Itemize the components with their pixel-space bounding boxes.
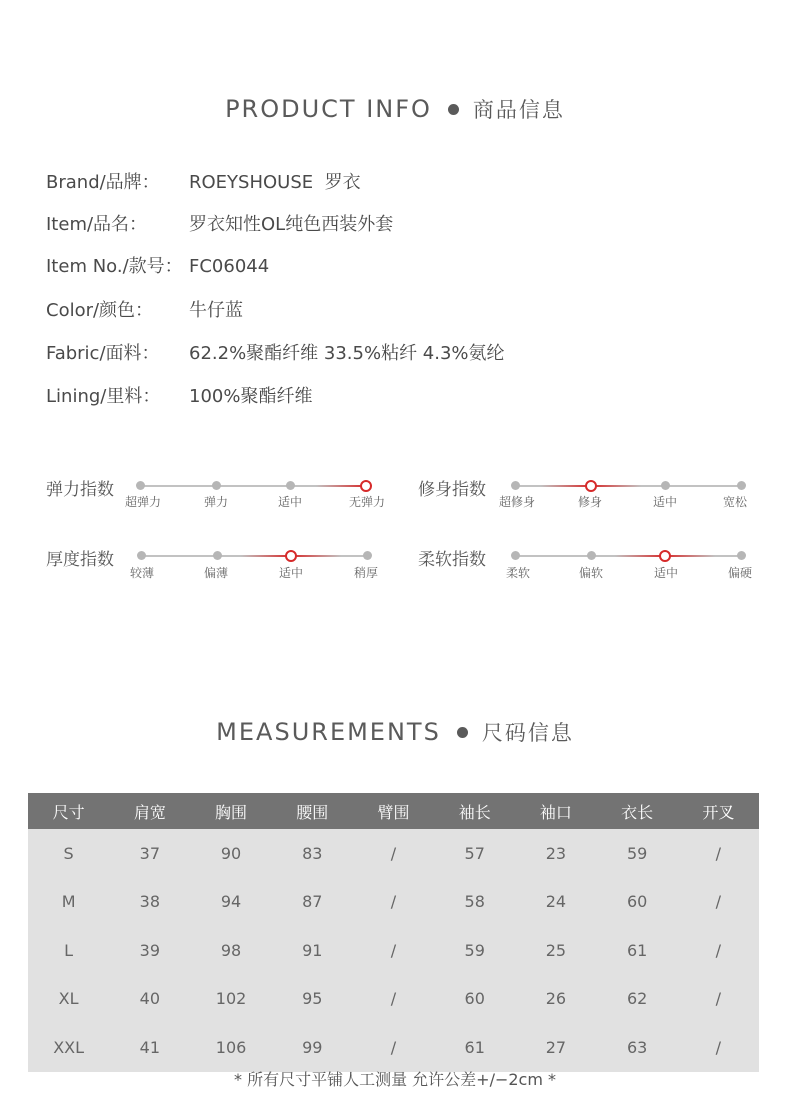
product-info-title-cn: 商品信息	[472, 98, 565, 122]
index-option: 稍厚	[353, 566, 379, 580]
column-header: 尺寸	[28, 793, 109, 829]
measurement-cell: /	[353, 926, 434, 975]
measurement-cell: 37	[109, 829, 190, 878]
info-row-item	[46, 210, 393, 236]
scale-point	[511, 551, 520, 560]
measurements-title	[0, 717, 790, 747]
measurement-cell: 95	[272, 975, 353, 1024]
index-option: 超弹力	[124, 495, 162, 509]
measurement-cell: /	[678, 975, 759, 1024]
column-header: 臂围	[353, 793, 434, 829]
measurement-cell: 62	[597, 975, 678, 1024]
scale-point	[212, 481, 221, 490]
index-option: 适中	[653, 566, 679, 580]
scale-point	[136, 481, 145, 490]
scale-point	[137, 551, 146, 560]
index-option: 无弹力	[348, 495, 386, 509]
index-name: 厚度指数	[46, 550, 114, 570]
measurement-cell: /	[353, 975, 434, 1024]
column-header: 袖长	[434, 793, 515, 829]
index-scale	[141, 548, 367, 568]
measurement-cell: 106	[190, 1023, 271, 1072]
table-row	[28, 1023, 759, 1072]
size-table-body	[28, 829, 759, 1072]
scale-point	[286, 481, 295, 490]
measurement-cell: 58	[434, 878, 515, 927]
info-value: FC06044	[189, 256, 270, 277]
column-header: 胸围	[190, 793, 271, 829]
measurement-cell: 61	[434, 1023, 515, 1072]
index-option: 修身	[577, 495, 603, 509]
index-option: 偏薄	[203, 566, 229, 580]
table-row	[28, 878, 759, 927]
scale-point	[661, 481, 670, 490]
info-value: 100%聚酯纤维	[189, 386, 313, 407]
measurement-cell: 57	[434, 829, 515, 878]
info-label: Item No./款号：	[46, 256, 183, 277]
size-cell: S	[28, 829, 109, 878]
info-row-fabric	[46, 339, 505, 365]
scale-selected-marker	[285, 550, 297, 562]
table-row	[28, 975, 759, 1024]
index-option: 较薄	[129, 566, 155, 580]
column-header: 肩宽	[109, 793, 190, 829]
title-dot-icon	[448, 104, 459, 115]
info-label: Lining/里料：	[46, 386, 161, 407]
measurement-cell: 83	[272, 829, 353, 878]
measurement-cell: 94	[190, 878, 271, 927]
measurement-cell: 87	[272, 878, 353, 927]
measurement-cell: 25	[515, 926, 596, 975]
scale-point	[213, 551, 222, 560]
measurement-cell: 39	[109, 926, 190, 975]
measurement-cell: /	[678, 1023, 759, 1072]
measurements-title-cn: 尺码信息	[481, 721, 574, 745]
table-row	[28, 926, 759, 975]
index-scale	[515, 548, 741, 568]
info-row-item-no	[46, 252, 269, 278]
column-header: 开叉	[678, 793, 759, 829]
scale-highlight	[316, 485, 366, 487]
measurement-cell: 27	[515, 1023, 596, 1072]
measurement-cell: 41	[109, 1023, 190, 1072]
measurement-cell: /	[678, 878, 759, 927]
measurement-cell: 23	[515, 829, 596, 878]
column-header: 袖口	[515, 793, 596, 829]
scale-point	[587, 551, 596, 560]
index-option: 适中	[277, 495, 303, 509]
index-option: 宽松	[722, 495, 748, 509]
index-option: 适中	[278, 566, 304, 580]
info-value: ROEYSHOUSE 罗衣	[189, 172, 361, 193]
size-table	[28, 793, 759, 1072]
measurement-cell: 59	[597, 829, 678, 878]
info-value: 62.2%聚酯纤维 33.5%粘纤 4.3%氨纶	[189, 343, 505, 364]
info-value: 牛仔蓝	[189, 300, 243, 321]
scale-selected-marker	[659, 550, 671, 562]
measurement-cell: /	[353, 829, 434, 878]
index-option: 偏硬	[727, 566, 753, 580]
measurement-cell: /	[353, 878, 434, 927]
scale-selected-marker	[585, 480, 597, 492]
info-row-color	[46, 296, 243, 322]
table-header-row	[28, 793, 759, 829]
index-name: 修身指数	[418, 480, 486, 500]
index-option: 柔软	[505, 566, 531, 580]
size-cell: M	[28, 878, 109, 927]
scale-selected-marker	[360, 480, 372, 492]
info-label: Fabric/面料：	[46, 343, 160, 364]
size-cell: XL	[28, 975, 109, 1024]
measurement-cell: 26	[515, 975, 596, 1024]
size-cell: L	[28, 926, 109, 975]
measurement-cell: 98	[190, 926, 271, 975]
measurement-cell: /	[678, 926, 759, 975]
measurement-cell: 24	[515, 878, 596, 927]
measurement-cell: 60	[597, 878, 678, 927]
column-header: 腰围	[272, 793, 353, 829]
index-name: 弹力指数	[46, 480, 114, 500]
product-info-title-en: PRODUCT INFO	[225, 95, 432, 123]
measurement-cell: 63	[597, 1023, 678, 1072]
measurement-cell: 90	[190, 829, 271, 878]
measurements-title-en: MEASUREMENTS	[216, 718, 441, 746]
index-option: 偏软	[578, 566, 604, 580]
measurement-cell: 61	[597, 926, 678, 975]
measurement-cell: 99	[272, 1023, 353, 1072]
info-label: Brand/品牌：	[46, 172, 160, 193]
index-name: 柔软指数	[418, 550, 486, 570]
title-dot-icon	[457, 727, 468, 738]
index-scale	[515, 478, 741, 498]
measurement-cell: 60	[434, 975, 515, 1024]
table-row	[28, 829, 759, 878]
info-row-lining	[46, 382, 312, 408]
measurement-cell: 102	[190, 975, 271, 1024]
measurement-cell: 38	[109, 878, 190, 927]
info-row-brand	[46, 168, 361, 194]
measurement-cell: 40	[109, 975, 190, 1024]
scale-point	[737, 481, 746, 490]
info-value: 罗衣知性OL纯色西装外套	[189, 214, 394, 235]
index-option: 适中	[652, 495, 678, 509]
measurement-cell: 59	[434, 926, 515, 975]
info-label: Color/颜色：	[46, 300, 154, 321]
index-scale	[140, 478, 366, 498]
scale-point	[511, 481, 520, 490]
index-option: 超修身	[498, 495, 536, 509]
measurement-cell: /	[678, 829, 759, 878]
index-option: 弹力	[203, 495, 229, 509]
info-label: Item/品名：	[46, 214, 148, 235]
column-header: 衣长	[597, 793, 678, 829]
scale-point	[363, 551, 372, 560]
size-cell: XXL	[28, 1023, 109, 1072]
measurement-cell: /	[353, 1023, 434, 1072]
measurement-cell: 91	[272, 926, 353, 975]
product-info-title	[0, 94, 790, 124]
scale-point	[737, 551, 746, 560]
measurement-note: * 所有尺寸平铺人工测量 允许公差+/−2cm *	[233, 1070, 557, 1089]
